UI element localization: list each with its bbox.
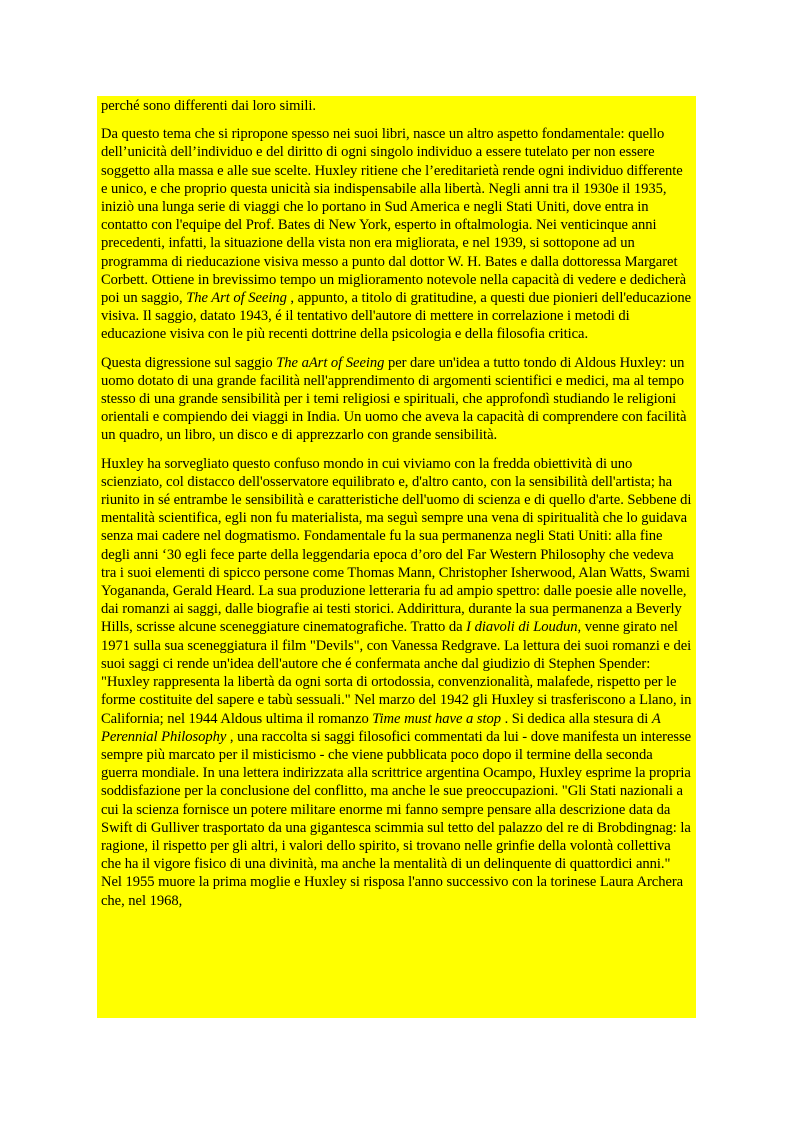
paragraph-4-part-d: , una raccolta si saggi filosofici commentati da lui - dove manifesta un interesse sempre più marcato per il misticismo - che viene pubblicata poco dopo il termine della seconda guerra mondiale. In una lettera indirizzata alla scrittrice argentina Ocampo, Huxley esprime la propria soddisfazione per la conclusione del conflitto, ma anche le sue preoccupazioni. "Gli Stati nazionali a cui la scienza fornisce un potere militare enorme mi fanno sempre pensare alla descrizione data da Swift di Gulliver trasportato da una gigantesca scimmia sul tetto del palazzo del re di Brobdingnag: la ragione, il rispetto per gli altri, i valori dello spirito, si trovano nelle grinfie della volontà collettiva che ha il vigore fisico di una divinità, ma anche la mentalità di un delinquente di quattordici anni." Nel 1955 muore la prima moglie e Huxley si risposa l'anno successivo con la torinese Laura Archera che, nel 1968, xyxy=(101,728,692,909)
paragraph-2-text: Da questo tema che si ripropone spesso nei suoi libri, nasce un altro aspetto fondamentale: quello dell’unicità dell’individuo e del diritto di ogni singolo individuo a essere tutelato per non essere soggetto alla massa e alle sue scelte. Huxley ritiene che l’ereditarietà rende ogni individuo differente e unico, e che proprio questa unicità sia indispensabile alla libertà. Negli anni tra il 1930e il 1935, iniziò una lunga serie di viaggi che lo portano in Sud America e negli Stati Uniti, dove entra in contatto con l'equipe del Prof. Bates di New York, esperto in oftalmologia. Nei venticinque anni precedenti, infatti, la situazione della vista non era migliorata, e nel 1939, si sottopone ad un programma di rieducazione visiva messo a punto dal dottor W. H. Bates e dalla dottoressa Margaret Corbett. Ottiene in brevissimo tempo un miglioramento notevole nella capacità di vedere e dedicherà poi un saggio, xyxy=(101,126,687,307)
paragraph-1 xyxy=(101,97,692,115)
paragraph-4-start: Huxley ha sorvegliato questo confuso mondo in cui viviamo con la fredda obiettività di uno scienziato, col distacco dell'osservatore equilibrato e, d'altro canto, con la sensibilità dell'artista; ha riunito in sé entrambe le sensibilità e caratteristiche dell'uomo di scienza e di quello d'arte. Sebbene di mentalità scientifica, egli non fu materialista, ma seguì sempre una vena di spiritualità che lo guidava senza mai cadere nel dogmatismo. Fondamentale fu la sua permanenza negli Stati Uniti: alla fine degli anni ‘30 egli fece parte della leggendaria epoca d’oro del Far Western Philosophy che vedeva tra i suoi elementi di spicco persone come Thomas Mann, Christopher Isherwood, Alan Watts, Swami Yogananda, Gerald Heard. La sua produzione letteraria fu ad ampio spettro: dalle poesie alle novelle, dai romanzi ai saggi, dalle biografie ai testi storici. Addirittura, durante la sua permanenza a Beverly Hills, scrisse alcune sceneggiature cinematografiche. Tratto da xyxy=(101,455,692,636)
paragraph-2 xyxy=(101,125,692,343)
paragraph-3 xyxy=(101,354,692,445)
paragraph-4-part-b: , venne girato nel 1971 sulla sua sceneggiatura il film "Devils", con Vanessa Redgrave. La lettura dei suoi romanzi e dei suoi saggi ci rende un'idea dell'autore che é confermata anche dal giudizio di Stephen Spender: "Huxley rappresenta la libertà da ogni sorta di ortodossia, convenzionalità, malafede, rispetto per le forme costituite del sapere e tabù sessuali." Nel marzo del 1942 gli Huxley si trasferiscono a Llano, in California; nel 1944 Aldous ultima il romanzo xyxy=(101,619,692,727)
book-title-art-of-seeing: The Art of Seeing xyxy=(186,290,287,307)
paragraph-2-rest: , appunto, a titolo di gratitudine, a questi due pionieri dell'educazione visiva. Il saggio, datato 1943, é il tentativo dell'autore di mettere in correlazione i metodi di educazione visiva con le più recenti dottrine della psicologia e della filosofia critica. xyxy=(101,290,692,343)
paragraph-4-part-c: . Si dedica alla stesura di xyxy=(500,710,652,727)
book-title-time-must-have-a-stop: Time must have a stop xyxy=(372,710,501,727)
book-title-diavoli-di-loudun: I diavoli di Loudun xyxy=(466,619,578,636)
paragraph-1-text: perché sono differenti dai loro simili. xyxy=(101,98,317,114)
book-title-aart-of-seeing: The aArt of Seeing xyxy=(276,354,385,371)
paragraph-4 xyxy=(101,455,692,910)
paragraph-3-start: Questa digressione sul saggio xyxy=(101,354,277,371)
highlighted-text-block xyxy=(97,96,696,1018)
paragraph-3-rest: per dare un'idea a tutto tondo di Aldous Huxley: un uomo dotato di una grande facilità nell'apprendimento di argomenti scientifici e medici, ma al tempo stesso di una grande sensibilità per i temi religiosi e spirituali, che approfondì studiando le religioni orientali e compiendo dei viaggi in India. Un uomo che aveva la capacità di comprendere con facilità un quadro, un libro, un disco e di apprezzarlo con grande sensibilità. xyxy=(101,354,687,444)
book-title-perennial-philosophy: A Perennial Philosophy xyxy=(101,710,661,745)
